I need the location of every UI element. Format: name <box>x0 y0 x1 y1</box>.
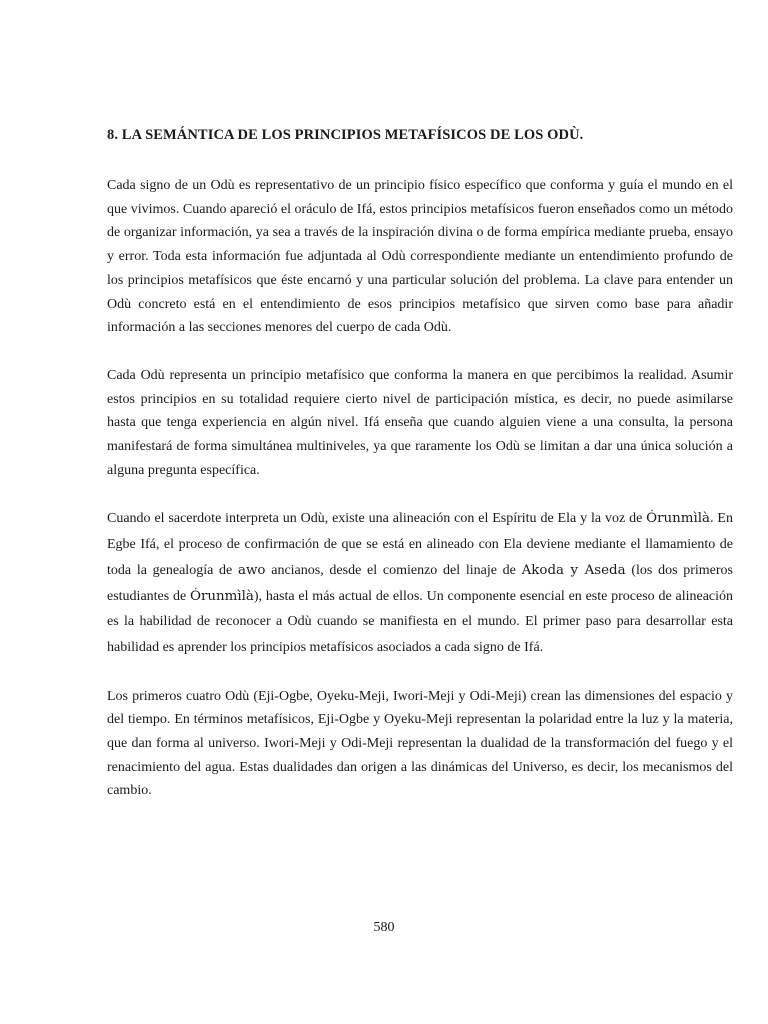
term-awo: awo <box>237 562 266 578</box>
paragraph-3-text-5: ), hasta el más actual de ellos. Un componente esencial en este proceso de alineación es la habilidad de reconocer a Odù cuando se manifiesta en el mundo. El primer paso para desarrollar esta habilidad es aprender los principios metafísicos asociados a cada signo de Ifá. <box>107 588 734 655</box>
paragraph-3-text-1: Cuando el sacerdote interpreta un Odù, existe una alineación con el Espíritu de Ela y la voz de <box>107 511 647 527</box>
section-heading: 8. LA SEMÁNTICA DE LOS PRINCIPIOS METAFÍSICOS DE LOS ODÙ. <box>107 127 584 143</box>
name-orunmila-2: Órunmìlà <box>190 588 254 604</box>
page-content <box>107 124 733 827</box>
name-akoda: Akoda <box>521 562 565 578</box>
page-number: 580 <box>373 920 395 935</box>
paragraph-3-text-3: ancianos, desde el comienzo del linaje de <box>265 562 522 578</box>
paragraph-2: Cada Odù representa un principio metafísico que conforma la manera en que percibimos la realidad. Asumir estos principios en su totalidad requiere cierto nivel de participación mística, es decir, no puede asimilarse hasta que tenga experiencia en algún nivel. Ifá enseña que cuando alguien viene a una consulta, la persona manifestará de forma simultánea multiniveles, ya que raramente los Odù se limitan a dar una única solución a alguna pregunta específica. <box>107 367 733 478</box>
paragraph-3-text-4: (los dos primeros estudiantes de <box>107 562 734 604</box>
paragraph-3-text-2: . En Egbe Ifá, el proceso de confirmación de que se está en alineado con Ela deviene mediante el llamamiento de toda la genealogía de <box>107 511 733 578</box>
paragraph-4: Los primeros cuatro Odù (Eji-Ogbe, Oyeku-Meji, Iwori-Meji y Odi-Meji) crean las dimensiones del espacio y del tiempo. En términos metafísicos, Eji-Ogbe y Oyeku-Meji representan la polaridad entre la luz y la materia, que dan forma al universo. Iwori-Meji y Odi-Meji representan la dualidad de la transformación del fuego y el renacimiento del agua. Estas dualidades dan origen a las dinámicas del Universo, es decir, los mecanismos del cambio. <box>107 688 733 799</box>
paragraph-1: Cada signo de un Odù es representativo de un principio físico específico que conforma y guía el mundo en el que vivimos. Cuando apareció el oráculo de Ifá, estos principios metafísicos fueron enseñados como un método de organizar información, ya sea a través de la inspiración divina o de forma empírica mediante prueba, ensayo y error. Toda esta información fue adjuntada al Odù correspondiente mediante un entendimiento profundo de los principios metafísicos que éste encarnó y una particular solución del problema. La clave para entender un Odù concreto está en el entendimiento de esos principios metafísico que sirven como base para añadir información a las secciones menores del cuerpo de cada Odù. <box>107 178 733 336</box>
name-aseda: Aseda <box>584 562 626 578</box>
paragraph-3 <box>107 506 733 660</box>
name-orunmila: Órunmìlà <box>646 511 711 527</box>
conjunction-y: y <box>564 562 585 578</box>
